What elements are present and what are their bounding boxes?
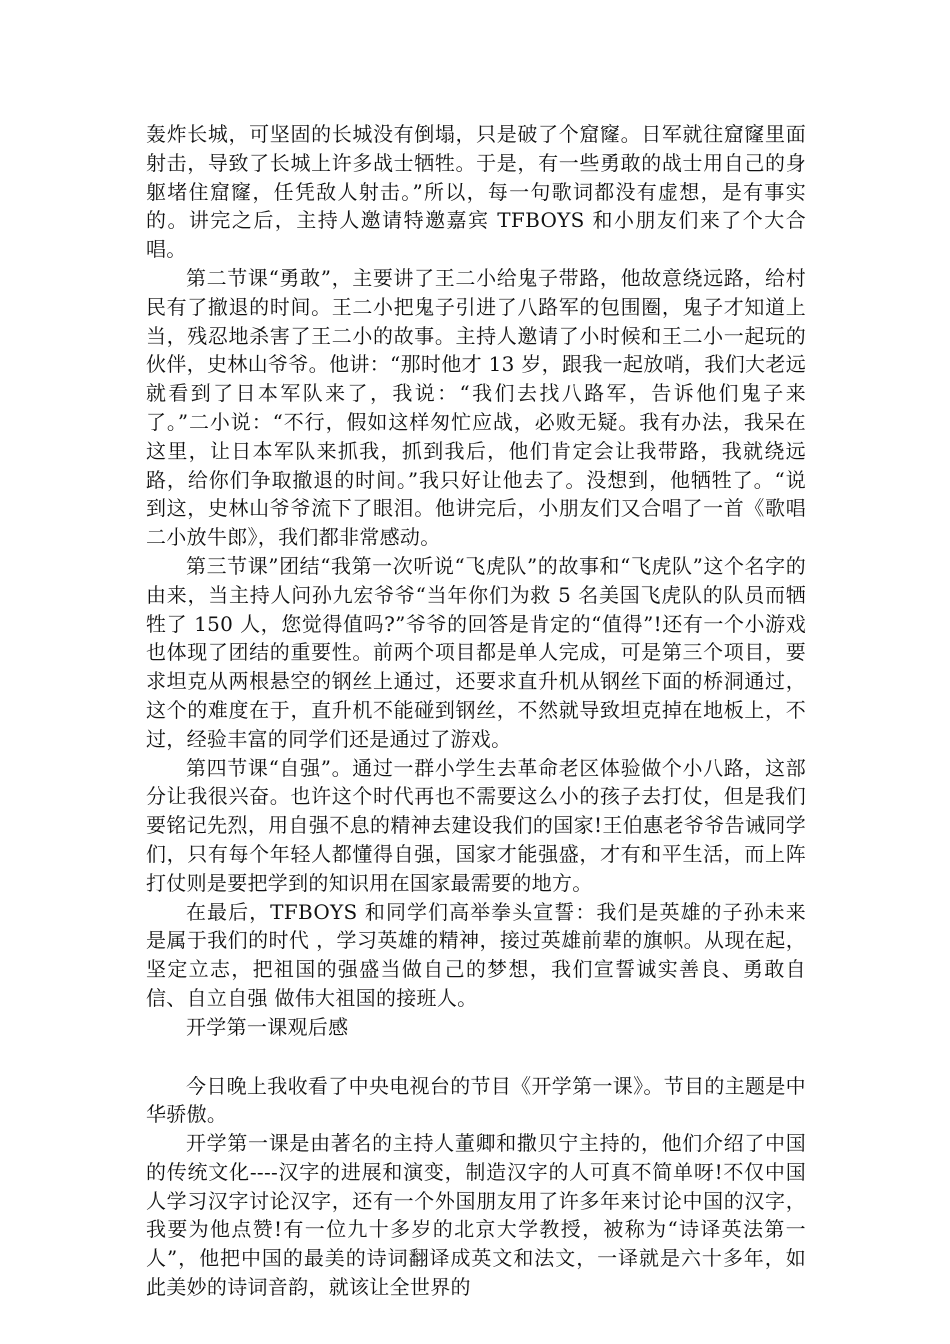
paragraph-intro: 今日晚上我收看了中央电视台的节目《开学第一课》。节目的主题是中华骄傲。	[146, 1073, 806, 1127]
document-body	[146, 120, 806, 1302]
paragraph-lesson-three: 第三节课”团结“我第一次听说“飞虎队”的故事和“飞虎队”这个名字的由来，当主持人问孙九宏爷爷“当年你们为救 5 名美国飞虎队的队员而牺牲了 150 人，您觉得值吗?”爷爷的回答是肯定的“值得”!还有一个小游戏也体现了团结的重要性。前两个项目都是单人完成，可是第三个项目，要求坦克从两根悬空的钢丝上通过，还要求直升机从钢丝下面的桥洞通过，这个的难度在于，直升机不能碰到钢丝，不然就导致坦克掉在地板上，不过，经验丰富的同学们还是通过了游戏。	[146, 553, 806, 751]
paragraph-continued: 轰炸长城，可坚固的长城没有倒塌，只是破了个窟窿。日军就往窟窿里面射击，导致了长城上许多战士牺牲。于是，有一些勇敢的战士用自己的身躯堵住窟窿，任凭敌人射击。”所以，每一句歌词都没有虚想，是有事实的。讲完之后，主持人邀请特邀嘉宾 TFBOYS 和小朋友们来了个大合唱。	[146, 122, 806, 262]
paragraph-lesson-two: 第二节课“勇敢”，主要讲了王二小给鬼子带路，他故意绕远路，给村民有了撤退的时间。王二小把鬼子引进了八路军的包围圈，鬼子才知道上当，残忍地杀害了王二小的故事。主持人邀请了小时候和王二小一起玩的伙伴，史林山爷爷。他讲：“那时他才 13 岁，跟我一起放哨，我们大老远就看到了日本军队来了，我说：“我们去找八路军，告诉他们鬼子来了。”二小说：“不行，假如这样匆忙应战，必败无疑。我有办法，我呆在这里，让日本军队来抓我，抓到我后，他们肯定会让我带路，我就绕远路，给你们争取撤退的时间。”我只好让他去了。没想到，他牺牲了。“说到这，史林山爷爷流下了眼泪。他讲完后，小朋友们又合唱了一首《歌唱二小放牛郎》，我们都非常感动。	[146, 265, 806, 550]
paragraph-hosts: 开学第一课是由著名的主持人董卿和撒贝宁主持的，他们介绍了中国的传统文化----汉字的进展和演变，制造汉字的人可真不简单呀!不仅中国人学习汉字讨论汉字，还有一个外国朋友用了许多年来讨论中国的汉字，我要为他点赞!有一位九十多岁的北京大学教授，被称为“诗译英法第一人”，他把中国的最美的诗词翻译成英文和法文，一译就是六十多年，如此美妙的诗词音韵，就该让全世界的	[146, 1131, 806, 1300]
paragraph-conclusion: 在最后，TFBOYS 和同学们高举拳头宣誓：我们是英雄的子孙未来是属于我们的时代 ，学习英雄的精神，接过英雄前辈的旗帜。从现在起，坚定立志，把祖国的强盛当做自己的梦想，我们宣誓诚实善良、勇敢自信、自立自强 做伟大祖国的接班人。	[146, 899, 806, 1010]
section-title: 开学第一课观后感	[186, 1014, 349, 1039]
blank-line	[146, 1042, 806, 1072]
paragraph-lesson-four: 第四节课“自强”。通过一群小学生去革命老区体验做个小八路，这部分让我很兴奋。也许这个时代再也不需要这么小的孩子去打仗，但是我们要铭记先烈，用自强不息的精神去建设我们的国家!王伯惠老爷爷告诫同学们，只有每个年轻人都懂得自强，国家才能强盛，才有和平生活，而上阵打仗则是要把学到的知识用在国家最需要的地方。	[146, 755, 806, 895]
